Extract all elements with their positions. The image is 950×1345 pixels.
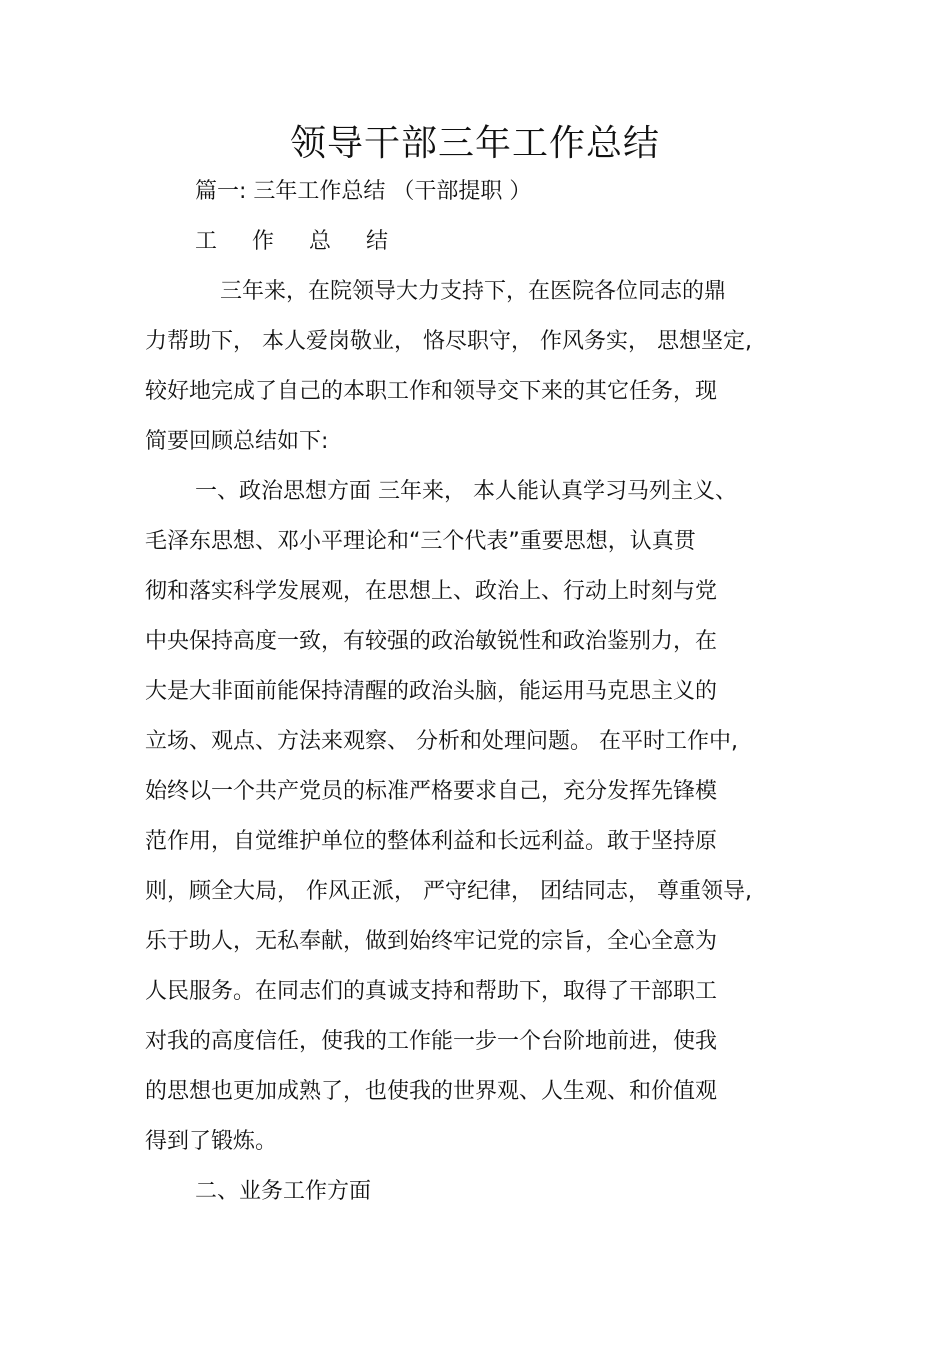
paragraph-line: 则，顾全大局， 作风正派， 严守纪律， 团结同志， 尊重领导, [145,879,752,904]
paragraph-line: 简要回顾总结如下: [145,429,329,454]
document-title: 领导干部三年工作总结 [289,123,660,164]
paragraph-line: 范作用，自觉维护单位的整体利益和长远利益。敢于坚持原 [145,829,718,854]
section-heading-line: 一、政治思想方面 三年来， 本人能认真学习马列主义、 [195,479,737,504]
document-subtitle: 篇一: 三年工作总结 （干部提职 ） [195,179,532,204]
paragraph-line: 较好地完成了自己的本职工作和领导交下来的其它任务，现 [145,379,718,404]
paragraph-line: 大是大非面前能保持清醒的政治头脑，能运用马克思主义的 [145,679,718,704]
paragraph-line: 三年来，在院领导大力支持下，在医院各位同志的鼎 [220,279,727,304]
paragraph-line: 人民服务。在同志们的真诚支持和帮助下，取得了干部职工 [145,979,718,1004]
paragraph-line: 乐于助人，无私奉献，做到始终牢记党的宗旨，全心全意为 [145,929,718,954]
paragraph-line: 力帮助下， 本人爱岗敬业， 恪尽职守， 作风务实， 思想坚定, [145,329,752,354]
paragraph-line: 立场、观点、方法来观察、 分析和处理问题。 在平时工作中, [145,729,738,754]
paragraph-line: 得到了锻炼。 [145,1129,278,1154]
paragraph-line: 的思想也更加成熟了，也使我的世界观、人生观、和价值观 [145,1079,718,1104]
section-heading: 工 作 总 结 [195,229,402,254]
section-heading-line: 二、业务工作方面 [195,1179,372,1204]
paragraph-line: 毛泽东思想、邓小平理论和“三个代表”重要思想，认真贯 [145,529,696,554]
paragraph-line: 彻和落实科学发展观，在思想上、政治上、行动上时刻与党 [145,579,718,604]
paragraph-line: 对我的高度信任，使我的工作能一步一个台阶地前进，使我 [145,1029,718,1054]
paragraph-line: 中央保持高度一致，有较强的政治敏锐性和政治鉴别力，在 [145,629,718,654]
paragraph-line: 始终以一个共产党员的标准严格要求自己，充分发挥先锋模 [145,779,718,804]
